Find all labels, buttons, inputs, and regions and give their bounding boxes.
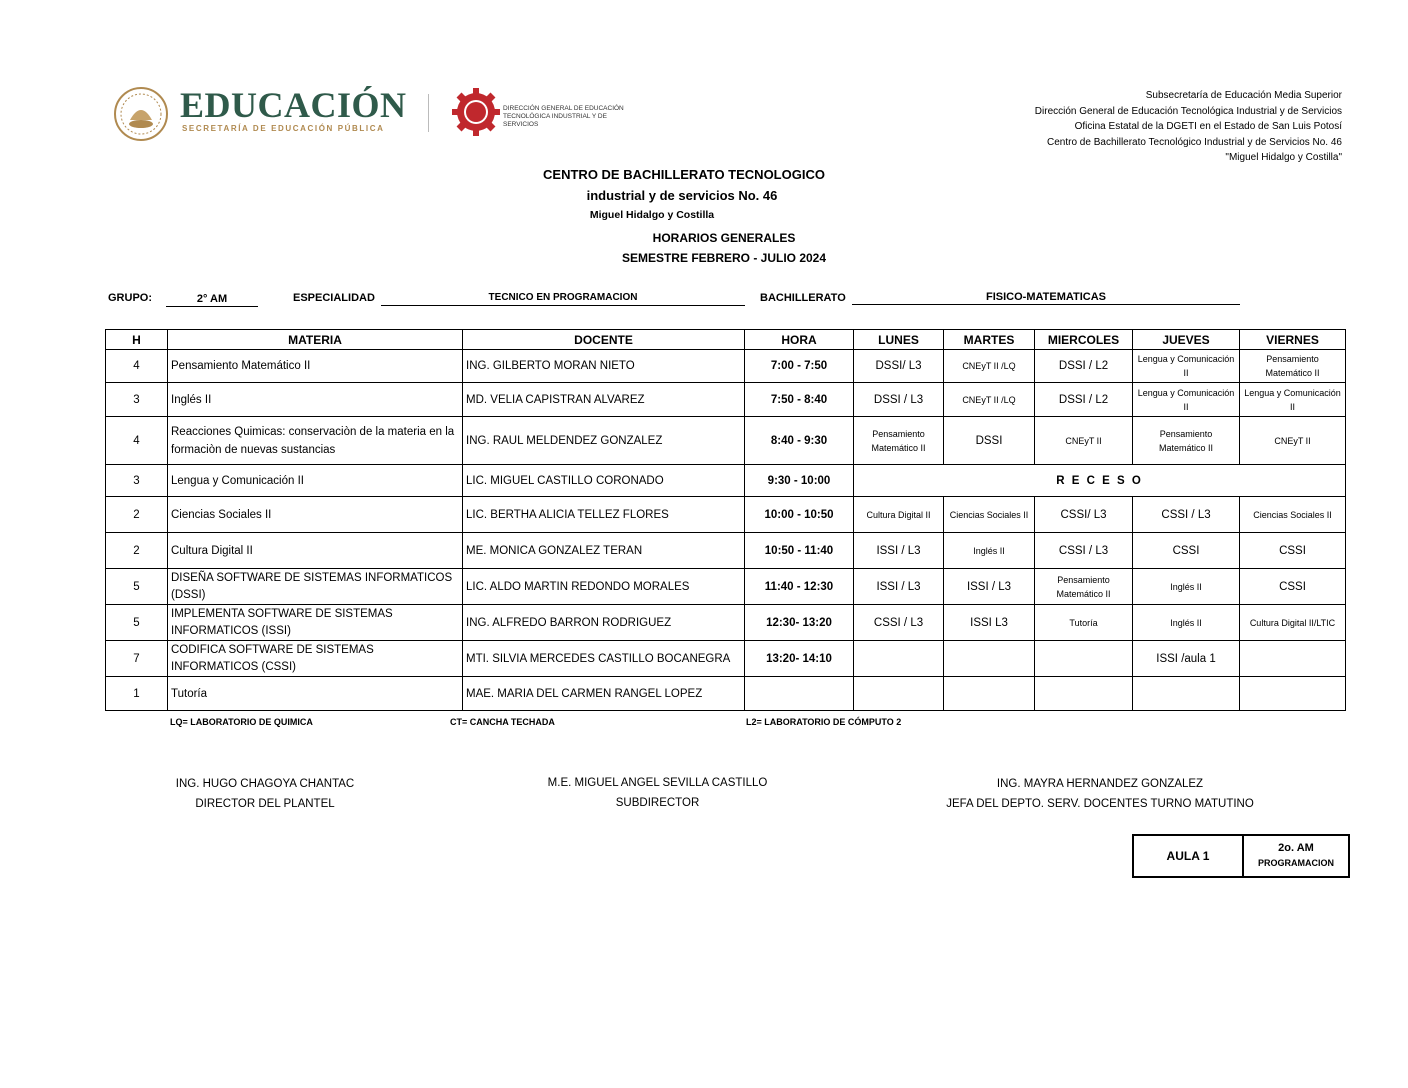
table-row — [106, 417, 1346, 465]
cell-viernes: CNEyT II — [1240, 417, 1346, 465]
cell-jueves: CSSI — [1133, 533, 1240, 569]
table-row — [106, 350, 1346, 383]
cell-hora: 12:30- 13:20 — [745, 605, 854, 641]
cell-hora: 11:40 - 12:30 — [745, 569, 854, 605]
cell-hora: 9:30 - 10:00 — [745, 465, 854, 497]
dgeti-line-2: TECNOLÓGICA INDUSTRIAL Y DE SERVICIOS — [503, 113, 607, 128]
institution-header — [922, 88, 1342, 166]
cell-martes — [944, 677, 1035, 711]
signature-jefa — [925, 774, 1275, 814]
cell-jueves: Lengua y Comunicación II — [1133, 383, 1240, 417]
cell-h: 4 — [106, 417, 168, 465]
cell-h: 4 — [106, 350, 168, 383]
legend-l2: L2= LABORATORIO DE CÓMPUTO 2 — [746, 717, 902, 727]
cell-miercoles: DSSI / L2 — [1035, 350, 1133, 383]
cell-jueves: Inglés II — [1133, 569, 1240, 605]
cell-jueves — [1133, 677, 1240, 711]
cell-miercoles: CSSI/ L3 — [1035, 497, 1133, 533]
schedule-table — [105, 329, 1346, 711]
cell-lunes: Pensamiento Matemático II — [854, 417, 944, 465]
cell-docente: ME. MONICA GONZALEZ TERAN — [463, 533, 745, 569]
header-divider — [428, 94, 429, 132]
cell-miercoles: Pensamiento Matemático II — [1035, 569, 1133, 605]
cell-lunes: DSSI / L3 — [854, 383, 944, 417]
dgeti-gear-logo-icon — [450, 86, 502, 138]
cell-lunes: Cultura Digital II — [854, 497, 944, 533]
dgeti-name — [503, 105, 643, 129]
cell-miercoles: CNEyT II — [1035, 417, 1133, 465]
especialidad-value: TECNICO EN PROGRAMACION — [381, 292, 745, 306]
receso-cell: R E C E S O — [854, 465, 1346, 497]
cell-martes: CNEyT II /LQ — [944, 383, 1035, 417]
cell-hora — [745, 677, 854, 711]
signature-role: SUBDIRECTOR — [615, 797, 700, 809]
grupo-label: GRUPO: — [108, 292, 152, 304]
table-row — [106, 569, 1346, 605]
cell-viernes: CSSI — [1240, 569, 1346, 605]
table-row — [106, 465, 1346, 497]
col-header-docente: DOCENTE — [463, 330, 745, 350]
col-header-jueves: JUEVES — [1133, 330, 1240, 350]
school-subtitle: industrial y de servicios No. 46 — [586, 188, 778, 203]
cell-hora: 13:20- 14:10 — [745, 641, 854, 677]
cell-docente: LIC. ALDO MARTIN REDONDO MORALES — [463, 569, 745, 605]
institution-line: Centro de Bachillerato Tecnológico Industrial y de Servicios No. 46 — [1047, 136, 1342, 148]
cell-hora: 8:40 - 9:30 — [745, 417, 854, 465]
table-row — [106, 533, 1346, 569]
cell-martes — [944, 641, 1035, 677]
cell-jueves: Lengua y Comunicación II — [1133, 350, 1240, 383]
cell-materia: CODIFICA SOFTWARE DE SISTEMAS INFORMATICOS (CSSI) — [168, 641, 463, 677]
cell-martes: ISSI L3 — [944, 605, 1035, 641]
cell-lunes — [854, 677, 944, 711]
cell-miercoles: DSSI / L2 — [1035, 383, 1133, 417]
cell-docente: LIC. MIGUEL CASTILLO CORONADO — [463, 465, 745, 497]
aula-group-cell — [1243, 835, 1349, 877]
cell-h: 3 — [106, 465, 168, 497]
cell-lunes: CSSI / L3 — [854, 605, 944, 641]
signature-role: DIRECTOR DEL PLANTEL — [195, 798, 335, 810]
aula-box — [1132, 834, 1350, 878]
cell-jueves: ISSI /aula 1 — [1133, 641, 1240, 677]
cell-h: 1 — [106, 677, 168, 711]
cell-materia: Pensamiento Matemático II — [168, 350, 463, 383]
col-header-viernes: VIERNES — [1240, 330, 1346, 350]
cell-martes: DSSI — [944, 417, 1035, 465]
cell-materia: Reacciones Quimicas: conservaciòn de la materia en la formaciòn de nuevas sustancias — [168, 417, 463, 465]
cell-hora: 7:50 - 8:40 — [745, 383, 854, 417]
brand-title: EDUCACIÓN — [180, 85, 407, 125]
signature-director — [150, 774, 380, 814]
cell-materia: Tutoría — [168, 677, 463, 711]
table-row — [106, 677, 1346, 711]
grupo-value: 2° AM — [166, 293, 258, 307]
cell-lunes: DSSI/ L3 — [854, 350, 944, 383]
cell-h: 5 — [106, 569, 168, 605]
cell-hora: 7:00 - 7:50 — [745, 350, 854, 383]
cell-docente: MAE. MARIA DEL CARMEN RANGEL LOPEZ — [463, 677, 745, 711]
cell-miercoles — [1035, 641, 1133, 677]
cell-jueves: Pensamiento Matemático II — [1133, 417, 1240, 465]
cell-materia: IMPLEMENTA SOFTWARE DE SISTEMAS INFORMATICOS (ISSI) — [168, 605, 463, 641]
cell-viernes — [1240, 641, 1346, 677]
institution-line: Dirección General de Educación Tecnológica Industrial y de Servicios — [1034, 105, 1342, 117]
cell-viernes — [1240, 677, 1346, 711]
cell-h: 3 — [106, 383, 168, 417]
cell-viernes: Ciencias Sociales II — [1240, 497, 1346, 533]
brand-subtitle: SECRETARÍA DE EDUCACIÓN PÚBLICA — [182, 124, 385, 133]
cell-viernes: Pensamiento Matemático II — [1240, 350, 1346, 383]
cell-viernes: Lengua y Comunicación II — [1240, 383, 1346, 417]
signature-role: JEFA DEL DEPTO. SERV. DOCENTES TURNO MATUTINO — [946, 798, 1254, 810]
cell-martes: CNEyT II /LQ — [944, 350, 1035, 383]
signature-name: ING. MAYRA HERNANDEZ GONZALEZ — [996, 778, 1204, 790]
cell-docente: MD. VELIA CAPISTRAN ALVAREZ — [463, 383, 745, 417]
cell-martes: ISSI / L3 — [944, 569, 1035, 605]
legend-lq: LQ= LABORATORIO DE QUIMICA — [170, 717, 313, 727]
cell-miercoles: CSSI / L3 — [1035, 533, 1133, 569]
cell-hora: 10:00 - 10:50 — [745, 497, 854, 533]
table-row — [106, 497, 1346, 533]
cell-h: 5 — [106, 605, 168, 641]
cell-materia: Lengua y Comunicación II — [168, 465, 463, 497]
cell-hora: 10:50 - 11:40 — [745, 533, 854, 569]
cell-docente: ING. RAUL MELDENDEZ GONZALEZ — [463, 417, 745, 465]
bachillerato-value: FISICO-MATEMATICAS — [852, 291, 1240, 305]
cell-h: 2 — [106, 497, 168, 533]
cell-docente: MTI. SILVIA MERCEDES CASTILLO BOCANEGRA — [463, 641, 745, 677]
aula-group: 2o. AM — [1278, 842, 1314, 854]
bachillerato-label: BACHILLERATO — [760, 292, 846, 304]
signature-name: ING. HUGO CHAGOYA CHANTAC — [175, 778, 355, 790]
schedule-title: HORARIOS GENERALES — [652, 231, 796, 245]
aula-label: AULA 1 — [1133, 835, 1243, 877]
table-row — [106, 605, 1346, 641]
mexico-seal-icon — [110, 86, 172, 142]
cell-jueves: Inglés II — [1133, 605, 1240, 641]
cell-martes: Ciencias Sociales II — [944, 497, 1035, 533]
cell-materia: Cultura Digital II — [168, 533, 463, 569]
col-header-miercoles: MIERCOLES — [1035, 330, 1133, 350]
cell-martes: Inglés II — [944, 533, 1035, 569]
institution-line: Subsecretaría de Educación Media Superior — [1145, 90, 1342, 101]
cell-materia: DISEÑA SOFTWARE DE SISTEMAS INFORMATICOS (DSSI) — [168, 569, 463, 605]
col-header-martes: MARTES — [944, 330, 1035, 350]
col-header-h: H — [106, 330, 168, 350]
cell-materia: Inglés II — [168, 383, 463, 417]
col-header-materia: MATERIA — [168, 330, 463, 350]
table-header-row — [106, 330, 1346, 350]
col-header-lunes: LUNES — [854, 330, 944, 350]
cell-docente: LIC. BERTHA ALICIA TELLEZ FLORES — [463, 497, 745, 533]
institution-line: "Miguel Hidalgo y Costilla" — [1225, 152, 1342, 163]
table-row — [106, 383, 1346, 417]
cell-jueves: CSSI / L3 — [1133, 497, 1240, 533]
especialidad-label: ESPECIALIDAD — [293, 292, 375, 304]
cell-lunes — [854, 641, 944, 677]
legend-ct: CT= CANCHA TECHADA — [450, 717, 555, 727]
school-name: Miguel Hidalgo y Costilla — [589, 209, 715, 221]
cell-miercoles: Tutoría — [1035, 605, 1133, 641]
cell-viernes: Cultura Digital II/LTIC — [1240, 605, 1346, 641]
cell-viernes: CSSI — [1240, 533, 1346, 569]
signature-name: M.E. MIGUEL ANGEL SEVILLA CASTILLO — [547, 777, 768, 789]
school-title: CENTRO DE BACHILLERATO TECNOLOGICO — [543, 167, 825, 182]
dgeti-line-1: DIRECCIÓN GENERAL DE EDUCACIÓN — [503, 105, 624, 112]
signature-subdirector — [520, 773, 795, 813]
table-row — [106, 641, 1346, 677]
col-header-hora: HORA — [745, 330, 854, 350]
cell-miercoles — [1035, 677, 1133, 711]
cell-docente: ING. ALFREDO BARRON RODRIGUEZ — [463, 605, 745, 641]
semester-title: SEMESTRE FEBRERO - JULIO 2024 — [621, 251, 827, 265]
cell-docente: ING. GILBERTO MORAN NIETO — [463, 350, 745, 383]
aula-programa: PROGRAMACION — [1258, 858, 1334, 868]
institution-line: Oficina Estatal de la DGETI en el Estado de San Luis Potosí — [1074, 121, 1342, 132]
cell-h: 2 — [106, 533, 168, 569]
cell-lunes: ISSI / L3 — [854, 533, 944, 569]
cell-materia: Ciencias Sociales II — [168, 497, 463, 533]
cell-h: 7 — [106, 641, 168, 677]
cell-lunes: ISSI / L3 — [854, 569, 944, 605]
